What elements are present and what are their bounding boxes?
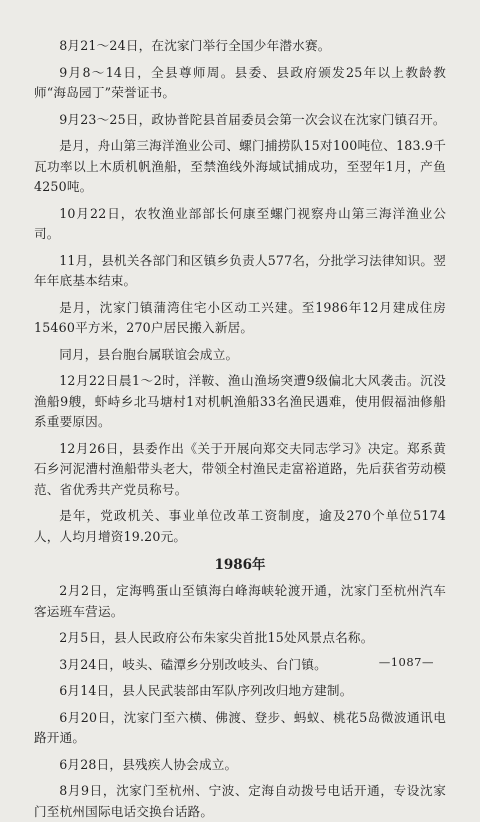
- chronicle-entry: 8月9日，沈家门至杭州、宁波、定海自动拨号电话开通，专设沈家门至杭州国际电话交换台话路。: [34, 783, 446, 819]
- chronicle-entry: 2月5日，县人民政府公布朱家尖首批15处风景点名称。: [59, 630, 374, 645]
- chronicle-entry: 2月2日，定海鸭蛋山至镇海白峰海峡轮渡开通，沈家门至杭州汽车客运班车营运。: [34, 583, 446, 619]
- chronicle-entry: 是年，党政机关、事业单位改革工资制度，逾及270个单位5174人，人均月增资19.20元。: [34, 508, 446, 544]
- chronicle-entry: 同月，县台胞台属联谊会成立。: [59, 346, 239, 362]
- chronicle-entry: 12月26日，县委作出《关于开展向郑交夫同志学习》决定。郑系黄石乡河泥漕村渔船带头老大，带领全村渔民走富裕道路，先后获省劳动模范、省优秀共产党员称号。: [34, 440, 446, 497]
- chronicle-entry: 9月8～14日，全县尊师周。县委、县政府颁发25年以上教龄教师“海岛园丁”荣誉证书。: [34, 64, 446, 100]
- chronicle-entry: 6月14日，县人民武装部由军队序列改归地方建制。: [59, 683, 353, 698]
- chronicle-entry: 是月，舟山第三海洋渔业公司、螺门捕捞队15对100吨位、183.9千瓦功率以上木质机帆渔船，至禁渔线外海域试捕成功，至翌年1月，产鱼4250吨。: [34, 138, 446, 194]
- chronicle-entry: 12月22日晨1～2时，洋鞍、渔山渔场突遭9级偏北大风袭击。沉没渔船9艘，虾峙乡北马塘村1对机帆渔船33名渔民遇难，使用假福油修船系重要原因。: [34, 373, 446, 429]
- page-number: —1087—: [378, 655, 434, 669]
- chronicle-entry: 9月23～25日，政协普陀县首届委员会第一次会议在沈家门镇召开。: [59, 111, 446, 127]
- section-1986-entries: [34, 581, 446, 822]
- year-heading: 1986年: [214, 557, 266, 573]
- chronicle-entry: 6月20日，沈家门至六横、佛渡、登步、蚂蚁、桃花5岛微波通讯电路开通。: [34, 709, 446, 745]
- chronicle-entry: 是月，沈家门镇蒲湾住宅小区动工兴建。至1986年12月建成住房15460平方米，270户居民搬入新居。: [34, 299, 446, 335]
- section-1985-entries: [34, 36, 446, 547]
- chronicle-entry: 8月21～24日，在沈家门举行全国少年潜水赛。: [59, 38, 331, 53]
- chronicle-entry: 11月，县机关各部门和区镇乡负责人577名，分批学习法律知识。翌年年底基本结束。: [34, 252, 446, 288]
- chronicle-entry: 6月28日，县残疾人协会成立。: [59, 756, 238, 772]
- chronicle-entry: 3月24日，岐头、磕潭乡分别改岐头、台门镇。: [59, 656, 327, 672]
- chronicle-entry: 10月22日，农牧渔业部部长何康至螺门视察舟山第三海洋渔业公司。: [34, 205, 446, 241]
